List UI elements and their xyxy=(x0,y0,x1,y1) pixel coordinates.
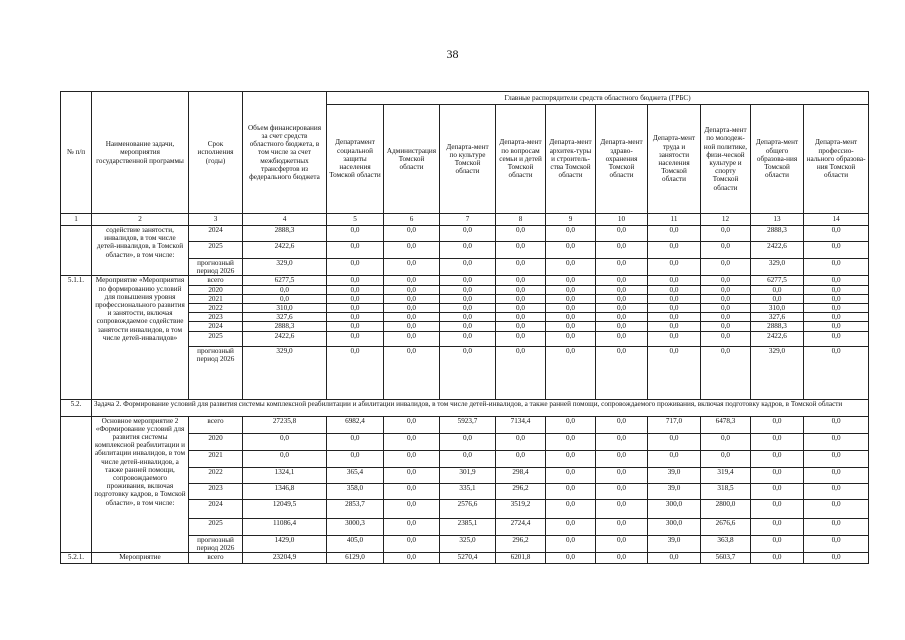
row-value: 5923,7 xyxy=(440,416,496,433)
row-value: 0,0 xyxy=(546,450,596,467)
row-value: 0,0 xyxy=(751,294,804,303)
row-value: 0,0 xyxy=(596,259,648,276)
row-value: 0,0 xyxy=(546,304,596,313)
row-value: 0,0 xyxy=(648,242,701,259)
row-value: 0,0 xyxy=(751,483,804,499)
row-value: 0,0 xyxy=(496,313,546,322)
row-value: 2422,6 xyxy=(243,242,327,259)
row-value: 0,0 xyxy=(804,294,869,303)
row-value: 3000,3 xyxy=(327,518,384,535)
row-value: 0,0 xyxy=(496,331,546,346)
row-value: 0,0 xyxy=(243,433,327,450)
header-col-number: 12 xyxy=(701,214,751,226)
row-value: 0,0 xyxy=(546,294,596,303)
row-value: 301,9 xyxy=(440,467,496,483)
row-value: 2853,7 xyxy=(327,499,384,518)
row-value: 0,0 xyxy=(384,259,440,276)
row-value: 318,5 xyxy=(701,483,751,499)
row-value: 0,0 xyxy=(804,483,869,499)
row-value: 0,0 xyxy=(546,313,596,322)
header-col-number: 10 xyxy=(596,214,648,226)
header-grbs-11: Департа-мент труда и занятости населения Томской области xyxy=(648,105,701,214)
row-value: 0,0 xyxy=(496,433,546,450)
row-value: 0,0 xyxy=(327,226,384,242)
task-row xyxy=(61,399,869,416)
row-value: 0,0 xyxy=(496,226,546,242)
row-value: 0,0 xyxy=(327,294,384,303)
row-value: 0,0 xyxy=(648,433,701,450)
row-value: 310,0 xyxy=(751,304,804,313)
row-value: 0,0 xyxy=(496,276,546,285)
row-value: 1429,0 xyxy=(243,535,327,552)
row-value: 0,0 xyxy=(804,433,869,450)
row-term: 2024 xyxy=(189,499,243,518)
header-col-number: 11 xyxy=(648,214,701,226)
task-number: 5.2. xyxy=(61,399,92,416)
row-value: 2800,0 xyxy=(701,499,751,518)
row-value: 0,0 xyxy=(546,242,596,259)
row-value: 0,0 xyxy=(546,553,596,564)
row-value: 0,0 xyxy=(546,433,596,450)
row-value: 0,0 xyxy=(596,483,648,499)
row-value: 5603,7 xyxy=(701,553,751,564)
row-number: 5.1.1. xyxy=(61,276,92,399)
row-value: 0,0 xyxy=(243,450,327,467)
row-value: 0,0 xyxy=(596,346,648,399)
row-value: 327,6 xyxy=(243,313,327,322)
row-value: 0,0 xyxy=(648,450,701,467)
row-value: 0,0 xyxy=(496,346,546,399)
row-value: 0,0 xyxy=(804,226,869,242)
row-value: 0,0 xyxy=(701,313,751,322)
row-value: 0,0 xyxy=(596,276,648,285)
row-value: 0,0 xyxy=(648,313,701,322)
row-value: 300,0 xyxy=(648,518,701,535)
row-value: 0,0 xyxy=(384,304,440,313)
row-value: 0,0 xyxy=(440,294,496,303)
row-value: 0,0 xyxy=(804,331,869,346)
row-value: 0,0 xyxy=(804,276,869,285)
header-col-number: 2 xyxy=(92,214,189,226)
row-value: 0,0 xyxy=(701,304,751,313)
row-name: Мероприятие xyxy=(92,553,189,564)
row-value: 0,0 xyxy=(546,346,596,399)
row-value: 2888,3 xyxy=(243,322,327,331)
row-value: 0,0 xyxy=(596,331,648,346)
row-value: 0,0 xyxy=(701,276,751,285)
row-value: 0,0 xyxy=(804,450,869,467)
row-value: 327,6 xyxy=(751,313,804,322)
row-value: 0,0 xyxy=(546,518,596,535)
row-value: 0,0 xyxy=(648,285,701,294)
row-value: 0,0 xyxy=(546,259,596,276)
header-col-number: 5 xyxy=(327,214,384,226)
header-name: Наименование задачи, мероприятия государственной программы xyxy=(92,92,189,214)
row-value: 0,0 xyxy=(327,322,384,331)
row-value: 0,0 xyxy=(384,499,440,518)
row-value: 0,0 xyxy=(596,433,648,450)
row-term: 2023 xyxy=(189,313,243,322)
row-value: 0,0 xyxy=(440,346,496,399)
row-value: 0,0 xyxy=(384,433,440,450)
row-value: 0,0 xyxy=(804,499,869,518)
header-grbs-5: Департамент социальной защиты населения Томской области xyxy=(327,105,384,214)
row-value: 0,0 xyxy=(384,553,440,564)
row-value: 0,0 xyxy=(384,346,440,399)
header-col-number: 14 xyxy=(804,214,869,226)
table-row xyxy=(61,416,869,433)
row-value: 0,0 xyxy=(384,322,440,331)
row-value: 0,0 xyxy=(648,294,701,303)
row-value: 0,0 xyxy=(327,285,384,294)
row-value: 0,0 xyxy=(751,499,804,518)
row-term: 2021 xyxy=(189,294,243,303)
row-value: 2576,6 xyxy=(440,499,496,518)
row-value: 0,0 xyxy=(384,285,440,294)
row-value: 0,0 xyxy=(327,276,384,285)
row-value: 6129,0 xyxy=(327,553,384,564)
row-value: 0,0 xyxy=(648,331,701,346)
row-term: прогнозный период 2026 xyxy=(189,535,243,552)
header-col-number: 13 xyxy=(751,214,804,226)
header-col-number: 1 xyxy=(61,214,92,226)
row-value: 300,0 xyxy=(648,499,701,518)
row-value: 0,0 xyxy=(596,322,648,331)
row-value: 0,0 xyxy=(804,553,869,564)
row-value: 0,0 xyxy=(496,450,546,467)
row-value: 0,0 xyxy=(648,553,701,564)
row-value: 0,0 xyxy=(648,226,701,242)
row-value: 0,0 xyxy=(243,294,327,303)
row-value: 363,8 xyxy=(701,535,751,552)
row-term: 2025 xyxy=(189,242,243,259)
row-value: 39,0 xyxy=(648,467,701,483)
row-value: 0,0 xyxy=(440,285,496,294)
row-value: 0,0 xyxy=(701,331,751,346)
row-value: 6478,3 xyxy=(701,416,751,433)
row-term: 2024 xyxy=(189,322,243,331)
row-value: 0,0 xyxy=(751,553,804,564)
row-number xyxy=(61,226,92,276)
row-value: 0,0 xyxy=(804,304,869,313)
row-value: 717,0 xyxy=(648,416,701,433)
row-term: всего xyxy=(189,553,243,564)
table-row xyxy=(61,226,869,242)
row-value: 0,0 xyxy=(440,433,496,450)
row-value: 0,0 xyxy=(701,242,751,259)
row-value: 0,0 xyxy=(384,518,440,535)
row-term: прогнозный период 2026 xyxy=(189,346,243,399)
row-value: 0,0 xyxy=(751,535,804,552)
row-value: 0,0 xyxy=(546,322,596,331)
row-value: 0,0 xyxy=(327,450,384,467)
row-value: 0,0 xyxy=(384,276,440,285)
row-value: 3519,2 xyxy=(496,499,546,518)
row-name: Мероприятие «Мероприятия по формированию условий для повышения уровня профессионального развития и занятости, включая сопровождаемое содействие занятости инвалидов, в том числе детей-инвалидов» xyxy=(92,276,189,399)
row-value: 0,0 xyxy=(496,242,546,259)
header-grbs-9: Департа-мент архитек-туры и строитель-ства Томской области xyxy=(546,105,596,214)
row-value: 325,0 xyxy=(440,535,496,552)
row-value: 0,0 xyxy=(327,433,384,450)
row-value: 335,1 xyxy=(440,483,496,499)
row-term: 2022 xyxy=(189,304,243,313)
row-name: Основное мероприятие 2 «Формирование условий для развития системы комплексной реабилитации и абилитации инвалидов, в том числе детей-инвалидов, а также ранней помощи, сопровождаемого проживания, включая подготовку кадров, в Томской области», в том числе: xyxy=(92,416,189,552)
row-value: 0,0 xyxy=(384,313,440,322)
row-value: 2422,6 xyxy=(751,331,804,346)
row-value: 0,0 xyxy=(596,518,648,535)
row-value: 2888,3 xyxy=(751,322,804,331)
row-value: 0,0 xyxy=(596,416,648,433)
header-grbs-12: Департа-мент по молодеж-ной политике, физи-ческой культуре и спорту Томской области xyxy=(701,105,751,214)
row-value: 319,4 xyxy=(701,467,751,483)
row-value: 0,0 xyxy=(243,285,327,294)
row-value: 0,0 xyxy=(648,304,701,313)
row-value: 329,0 xyxy=(751,346,804,399)
row-value: 0,0 xyxy=(804,518,869,535)
row-value: 0,0 xyxy=(701,450,751,467)
row-value: 5270,4 xyxy=(440,553,496,564)
row-value: 0,0 xyxy=(596,535,648,552)
row-value: 405,0 xyxy=(327,535,384,552)
row-value: 0,0 xyxy=(440,331,496,346)
header-grbs-6: Администрация Томской области xyxy=(384,105,440,214)
row-value: 6201,8 xyxy=(496,553,546,564)
header-col-number: 4 xyxy=(243,214,327,226)
row-value: 0,0 xyxy=(384,483,440,499)
row-value: 0,0 xyxy=(496,294,546,303)
row-value: 329,0 xyxy=(243,346,327,399)
row-value: 0,0 xyxy=(384,535,440,552)
row-value: 0,0 xyxy=(804,535,869,552)
row-term: 2024 xyxy=(189,226,243,242)
row-value: 0,0 xyxy=(384,450,440,467)
row-value: 0,0 xyxy=(440,259,496,276)
row-value: 0,0 xyxy=(596,242,648,259)
row-value: 0,0 xyxy=(648,322,701,331)
row-term: 2020 xyxy=(189,285,243,294)
row-number xyxy=(61,416,92,552)
row-value: 0,0 xyxy=(804,467,869,483)
row-value: 298,4 xyxy=(496,467,546,483)
row-number: 5.2.1. xyxy=(61,553,92,564)
row-value: 0,0 xyxy=(751,467,804,483)
row-value: 39,0 xyxy=(648,483,701,499)
row-value: 0,0 xyxy=(596,450,648,467)
row-value: 0,0 xyxy=(804,322,869,331)
row-value: 2422,6 xyxy=(243,331,327,346)
row-value: 0,0 xyxy=(751,518,804,535)
row-value: 0,0 xyxy=(440,242,496,259)
row-value: 39,0 xyxy=(648,535,701,552)
row-value: 0,0 xyxy=(384,294,440,303)
row-value: 296,2 xyxy=(496,483,546,499)
row-value: 2422,6 xyxy=(751,242,804,259)
row-value: 0,0 xyxy=(327,259,384,276)
row-value: 0,0 xyxy=(546,226,596,242)
header-no: № п/п xyxy=(61,92,92,214)
row-value: 0,0 xyxy=(440,450,496,467)
row-value: 0,0 xyxy=(648,259,701,276)
row-value: 12049,5 xyxy=(243,499,327,518)
row-value: 0,0 xyxy=(701,285,751,294)
row-value: 2888,3 xyxy=(751,226,804,242)
row-value: 358,0 xyxy=(327,483,384,499)
row-value: 0,0 xyxy=(751,450,804,467)
row-value: 0,0 xyxy=(496,304,546,313)
row-value: 0,0 xyxy=(327,304,384,313)
row-value: 0,0 xyxy=(384,226,440,242)
header-grbs-8: Департа-мент по вопросам семьи и детей Томской области xyxy=(496,105,546,214)
row-term: 2022 xyxy=(189,467,243,483)
row-value: 0,0 xyxy=(546,483,596,499)
row-value: 0,0 xyxy=(384,242,440,259)
row-value: 0,0 xyxy=(701,294,751,303)
row-value: 296,2 xyxy=(496,535,546,552)
row-term: всего xyxy=(189,276,243,285)
row-term: 2025 xyxy=(189,518,243,535)
row-value: 0,0 xyxy=(804,313,869,322)
row-value: 23204,9 xyxy=(243,553,327,564)
header-grbs-13: Департа-мент общего образова-ния Томской области xyxy=(751,105,804,214)
row-value: 0,0 xyxy=(327,313,384,322)
row-value: 0,0 xyxy=(546,499,596,518)
row-value: 0,0 xyxy=(384,416,440,433)
header-col-number: 7 xyxy=(440,214,496,226)
task-text: Задача 2. Формирование условий для развития системы комплексной реабилитации и абилитации инвалидов, в том числе детей-инвалидов, а также ранней помощи, сопровождаемого проживания, включая подготовку кадров, в Томской области xyxy=(92,399,869,416)
row-value: 0,0 xyxy=(384,467,440,483)
header-col-number: 9 xyxy=(546,214,596,226)
row-value: 2888,3 xyxy=(243,226,327,242)
row-value: 0,0 xyxy=(496,285,546,294)
row-value: 0,0 xyxy=(327,346,384,399)
row-term: всего xyxy=(189,416,243,433)
row-value: 0,0 xyxy=(596,304,648,313)
row-value: 0,0 xyxy=(440,276,496,285)
row-value: 0,0 xyxy=(596,467,648,483)
table-row xyxy=(61,276,869,285)
row-value: 0,0 xyxy=(701,226,751,242)
row-value: 6277,5 xyxy=(243,276,327,285)
row-value: 0,0 xyxy=(546,535,596,552)
header-volume: Объем финансирования за счет средств областного бюджета, в том числе за счет межбюджетных трансфертов из федерального бюджета xyxy=(243,92,327,214)
row-value: 0,0 xyxy=(804,346,869,399)
row-value: 0,0 xyxy=(327,331,384,346)
row-value: 6982,4 xyxy=(327,416,384,433)
header-grbs-7: Департа-мент по культуре Томской области xyxy=(440,105,496,214)
row-value: 27235,8 xyxy=(243,416,327,433)
row-value: 7134,4 xyxy=(496,416,546,433)
row-value: 0,0 xyxy=(751,433,804,450)
header-col-number: 8 xyxy=(496,214,546,226)
row-value: 0,0 xyxy=(701,259,751,276)
row-value: 0,0 xyxy=(440,313,496,322)
row-name: содействие занятости, инвалидов, в том числе детей-инвалидов, в Томской области», в том числе: xyxy=(92,226,189,276)
row-term: 2020 xyxy=(189,433,243,450)
header-term: Срок исполнения (годы) xyxy=(189,92,243,214)
row-value: 0,0 xyxy=(751,285,804,294)
header-col-number: 3 xyxy=(189,214,243,226)
row-value: 2724,4 xyxy=(496,518,546,535)
row-value: 0,0 xyxy=(701,346,751,399)
row-value: 1324,1 xyxy=(243,467,327,483)
row-term: 2025 xyxy=(189,331,243,346)
row-value: 1346,8 xyxy=(243,483,327,499)
row-value: 0,0 xyxy=(440,226,496,242)
header-col-number: 6 xyxy=(384,214,440,226)
row-value: 0,0 xyxy=(648,276,701,285)
row-value: 329,0 xyxy=(751,259,804,276)
row-value: 6277,5 xyxy=(751,276,804,285)
row-value: 0,0 xyxy=(804,259,869,276)
row-value: 0,0 xyxy=(596,499,648,518)
row-value: 0,0 xyxy=(440,322,496,331)
row-value: 0,0 xyxy=(648,346,701,399)
row-value: 310,0 xyxy=(243,304,327,313)
row-value: 0,0 xyxy=(384,331,440,346)
header-grbs-title: Главные распорядители средств областного бюджета (ГРБС) xyxy=(327,92,869,105)
row-value: 0,0 xyxy=(596,313,648,322)
row-value: 2676,6 xyxy=(701,518,751,535)
row-value: 0,0 xyxy=(804,242,869,259)
row-value: 2385,1 xyxy=(440,518,496,535)
row-value: 0,0 xyxy=(546,285,596,294)
row-value: 0,0 xyxy=(546,416,596,433)
row-value: 0,0 xyxy=(804,416,869,433)
header-grbs-14: Департа-мент профессио-нального образова-ния Томской области xyxy=(804,105,869,214)
row-value: 329,0 xyxy=(243,259,327,276)
row-value: 0,0 xyxy=(440,304,496,313)
row-value: 11086,4 xyxy=(243,518,327,535)
row-value: 0,0 xyxy=(701,322,751,331)
row-value: 0,0 xyxy=(546,467,596,483)
row-value: 0,0 xyxy=(804,285,869,294)
financing-table xyxy=(60,91,869,564)
row-value: 0,0 xyxy=(596,285,648,294)
row-term: прогнозный период 2026 xyxy=(189,259,243,276)
row-value: 0,0 xyxy=(496,259,546,276)
row-value: 0,0 xyxy=(701,433,751,450)
row-term: 2021 xyxy=(189,450,243,467)
table-row xyxy=(61,553,869,564)
row-value: 0,0 xyxy=(546,331,596,346)
row-value: 0,0 xyxy=(751,416,804,433)
page-number: 38 xyxy=(446,47,459,61)
row-value: 0,0 xyxy=(496,322,546,331)
row-term: 2023 xyxy=(189,483,243,499)
header-grbs-10: Департа-мент здраво-охранения Томской области xyxy=(596,105,648,214)
row-value: 0,0 xyxy=(596,226,648,242)
row-value: 0,0 xyxy=(596,294,648,303)
row-value: 365,4 xyxy=(327,467,384,483)
row-value: 0,0 xyxy=(596,553,648,564)
row-value: 0,0 xyxy=(327,242,384,259)
row-value: 0,0 xyxy=(546,276,596,285)
